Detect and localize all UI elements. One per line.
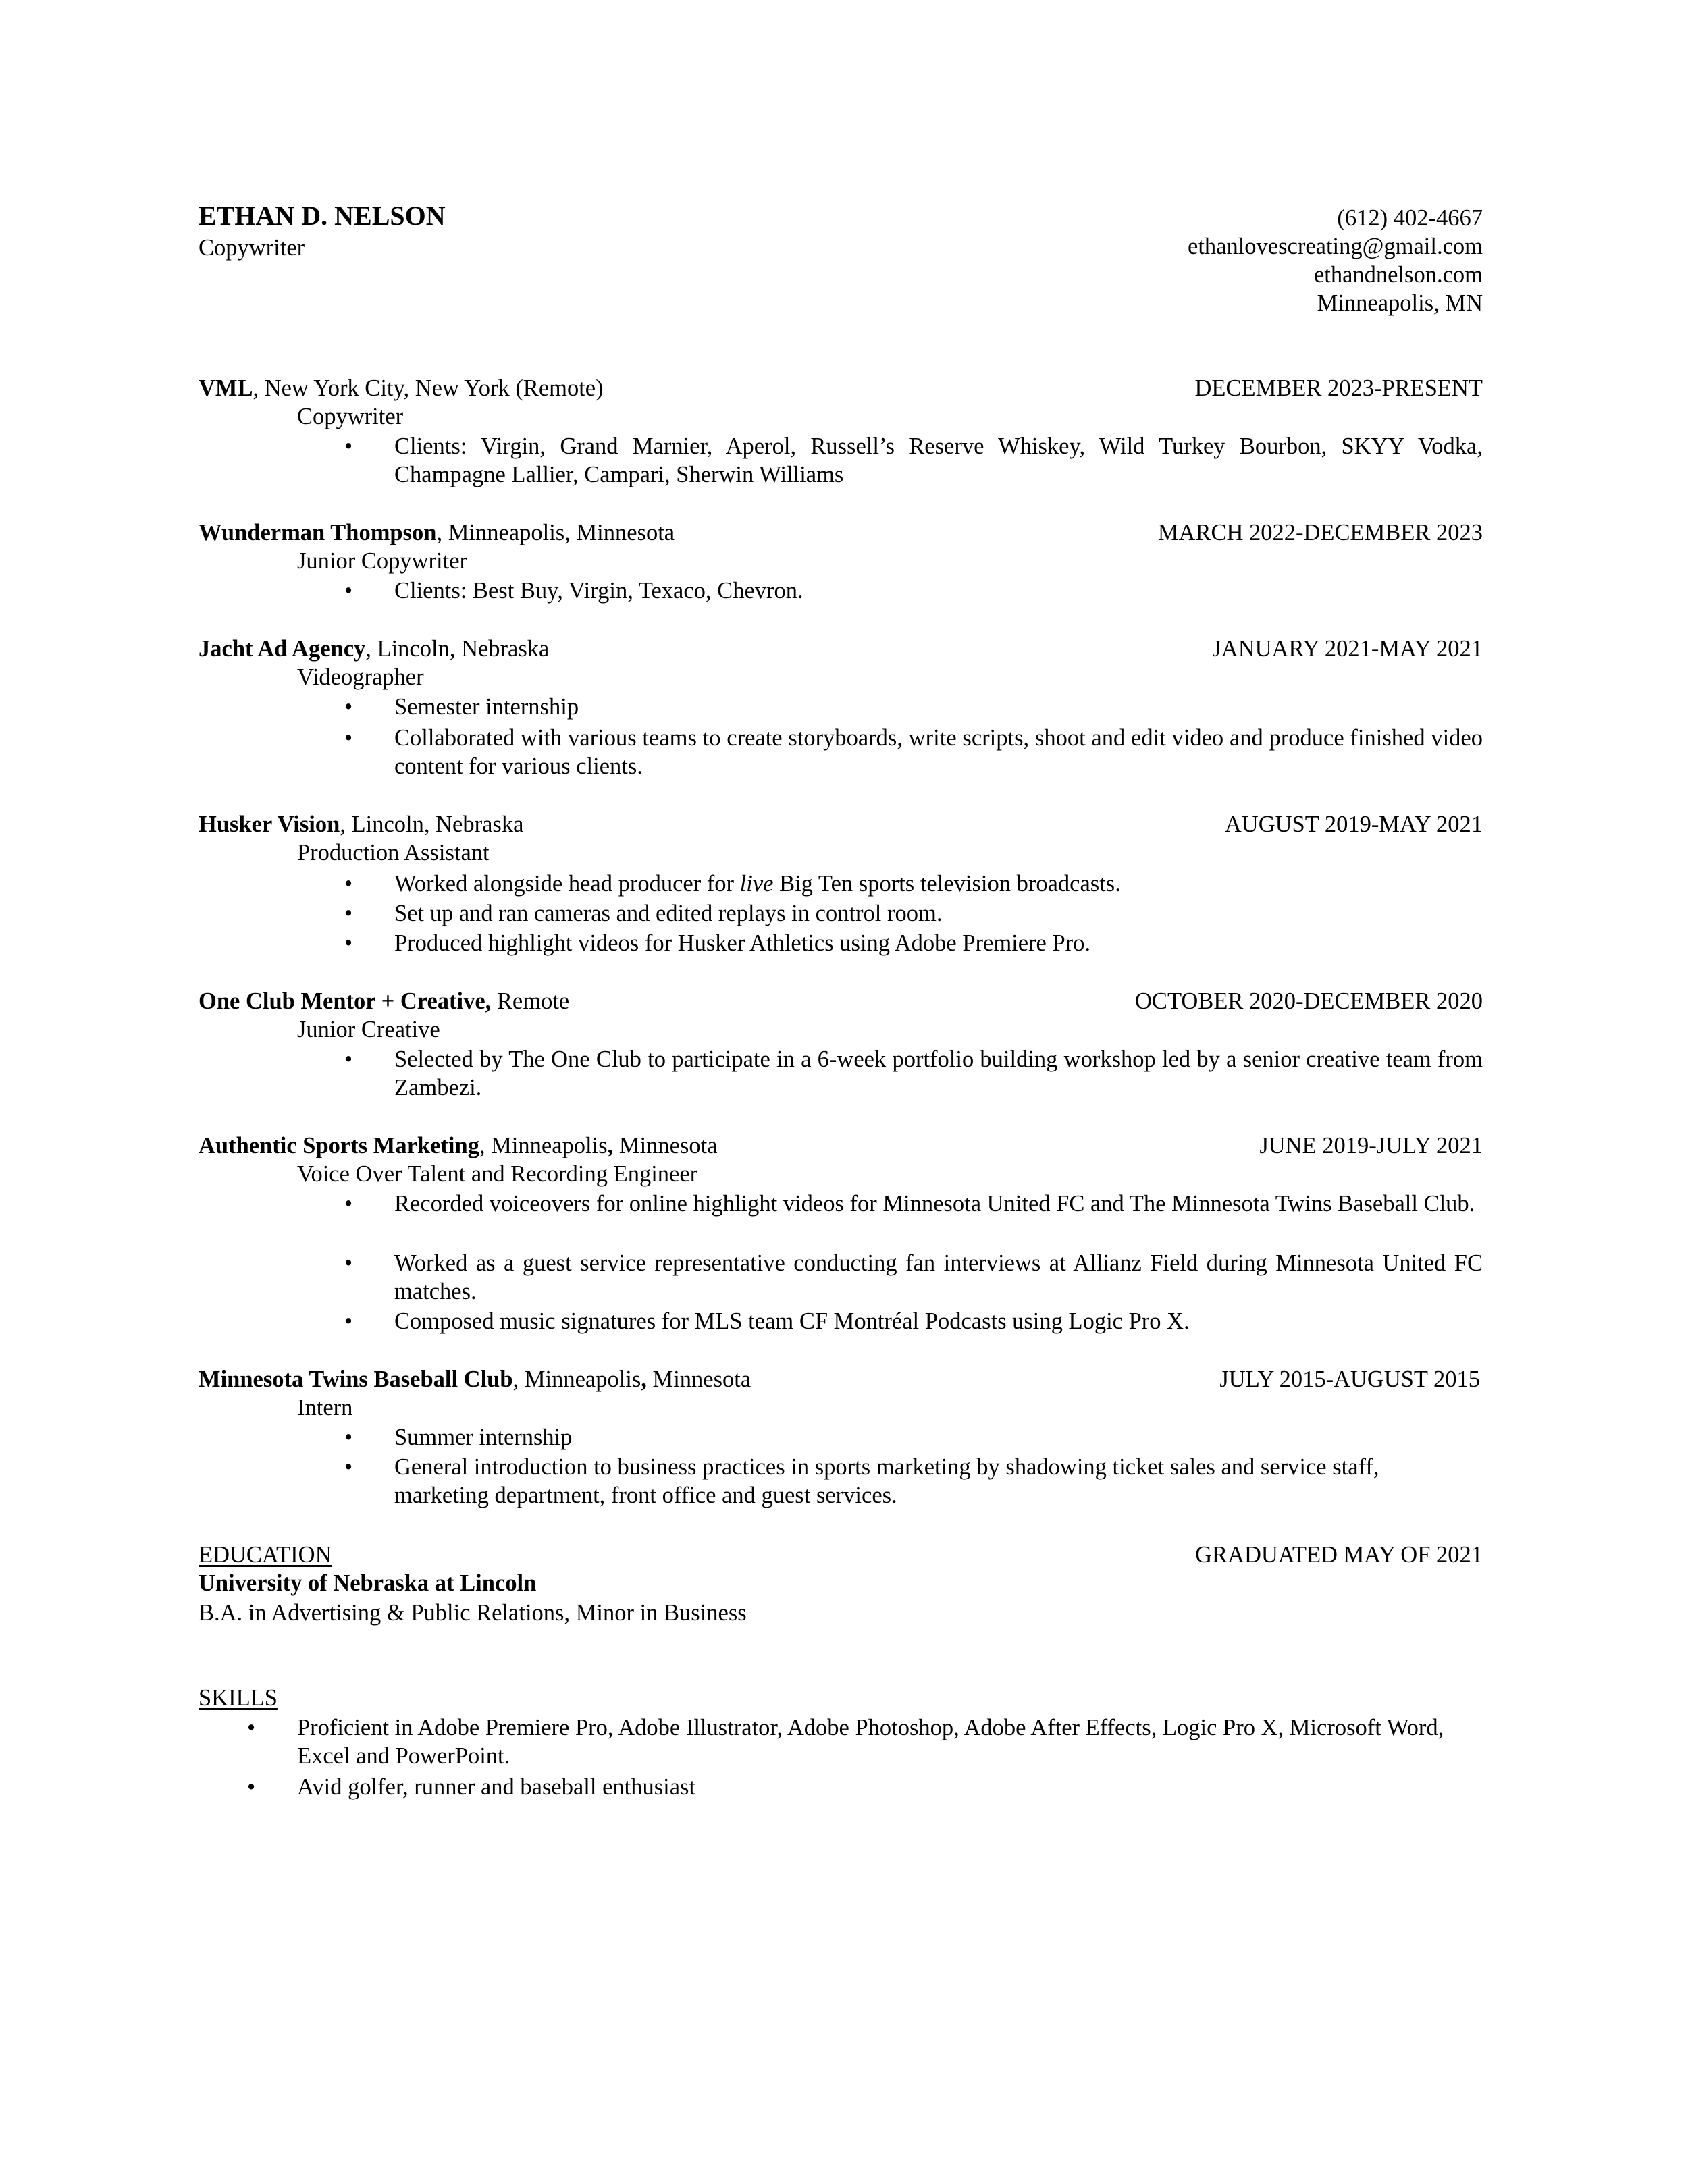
job-location-comma: , [607,1133,614,1158]
education-heading: EDUCATION [199,1542,332,1568]
education-school: University of Nebraska at Lincoln [199,1570,537,1596]
skills-bullet: Avid golfer, runner and baseball enthusiast [297,1774,696,1800]
job-bullet: Worked as a guest service representative conducting fan interviews at Allianz Field during Minnesota United FC matches. [394,1250,1483,1304]
job-location: Minnesota [646,1366,751,1392]
job-dates: DECEMBER 2023-PRESENT [1194,375,1483,401]
job-role: Copywriter [297,404,404,429]
job-location-comma: , [641,1366,647,1392]
bullet-marker: • [344,871,353,897]
job-location: Minnesota [613,1133,718,1158]
job-bullet: Summer internship [394,1424,573,1450]
education-dates: GRADUATED MAY OF 2021 [1195,1542,1483,1568]
skills-heading: SKILLS [199,1685,278,1711]
bullet-marker: • [344,1191,353,1217]
bullet-marker: • [344,1454,353,1480]
job-bullet [394,870,1483,898]
bullet-emphasis: live [739,871,774,897]
job-location: Remote [491,988,570,1014]
job-location: , Lincoln, Nebraska [340,811,524,837]
job-bullet: Clients: Best Buy, Virgin, Texaco, Chevron. [394,578,803,604]
bullet-marker: • [344,1250,353,1276]
job-role: Voice Over Talent and Recording Engineer [297,1161,698,1187]
job-bullet: Composed music signatures for MLS team CF Montréal Podcasts using Logic Pro X. [394,1308,1190,1334]
bullet-marker: • [344,1046,353,1072]
bullet-marker: • [344,1308,353,1334]
education-degree: B.A. in Advertising & Public Relations, Minor in Business [199,1600,747,1626]
candidate-title: Copywriter [199,235,305,261]
job-location: , Minneapolis [512,1366,641,1392]
job-company: Jacht Ad Agency [199,636,366,662]
job-heading [199,635,549,663]
job-dates: JANUARY 2021-MAY 2021 [1212,636,1483,662]
job-heading [199,1365,751,1393]
job-location: , Lincoln, Nebraska [365,636,550,662]
job-company: VML [199,375,253,401]
job-bullet: Produced highlight videos for Husker Athletics using Adobe Premiere Pro. [394,930,1091,956]
job-bullet: Selected by The One Club to participate in a 6-week portfolio building workshop led by a senior creative team from Zambezi. [394,1046,1483,1100]
job-company: Authentic Sports Marketing [199,1133,479,1158]
job-dates: JULY 2015-AUGUST 2015 [1219,1366,1480,1392]
job-company: Wunderman Thompson [199,520,437,545]
job-location: , New York City, New York (Remote) [253,375,604,401]
bullet-marker: • [344,901,353,926]
job-company: Husker Vision [199,811,340,837]
bullet-marker: • [344,578,353,604]
job-heading [199,518,675,547]
job-dates: AUGUST 2019-MAY 2021 [1224,811,1483,837]
contact-website: ethandnelson.com [1313,262,1483,288]
job-role: Production Assistant [297,840,490,865]
job-role: Intern [297,1395,353,1420]
bullet-marker: • [247,1774,256,1800]
candidate-name: ETHAN D. NELSON [199,201,446,231]
job-location: , Minneapolis, Minnesota [436,520,675,545]
job-location: , Minneapolis [479,1133,608,1158]
bullet-marker: • [344,725,353,751]
bullet-marker: • [344,694,353,720]
job-heading [199,987,569,1015]
job-role: Junior Creative [297,1017,440,1042]
job-bullet: Semester internship [394,694,579,720]
job-role: Junior Copywriter [297,548,468,574]
job-bullet: Recorded voiceovers for online highlight videos for Minnesota United FC and The Minnesota Twins Baseball Club. [394,1191,1475,1217]
bullet-marker: • [344,930,353,956]
job-heading [199,1131,718,1160]
job-bullet: General introduction to business practices in sports marketing by shadowing ticket sales and service staff, marketing department, front office and guest services. [394,1454,1379,1508]
job-dates: JUNE 2019-JULY 2021 [1259,1133,1483,1158]
job-dates: MARCH 2022-DECEMBER 2023 [1157,520,1483,545]
bullet-marker: • [247,1715,256,1740]
job-company: One Club Mentor + Creative, [199,988,492,1014]
job-bullet: Clients: Virgin, Grand Marnier, Aperol, Russell’s Reserve Whiskey, Wild Turkey Bourbon, SKYY Vodka, Champagne Lallier, Campari, Sherwin Williams [394,433,1483,487]
job-bullet: Collaborated with various teams to create storyboards, write scripts, shoot and edit video and produce finished video content for various clients. [394,725,1483,779]
contact-email: ethanlovescreating@gmail.com [1188,234,1483,259]
job-heading [199,374,604,402]
job-dates: OCTOBER 2020-DECEMBER 2020 [1135,988,1483,1014]
job-bullet: Set up and ran cameras and edited replays in control room. [394,901,943,926]
contact-phone: (612) 402-4667 [1337,205,1483,231]
skills-bullet: Proficient in Adobe Premiere Pro, Adobe Illustrator, Adobe Photoshop, Adobe After Effects, Logic Pro X, Microsoft Word, Excel and PowerPoint. [297,1715,1444,1769]
job-heading [199,810,523,838]
bullet-marker: • [344,433,353,459]
bullet-text-part: Big Ten sports television broadcasts. [773,871,1121,897]
job-company: Minnesota Twins Baseball Club [199,1366,513,1392]
contact-location: Minneapolis, MN [1317,290,1483,316]
bullet-marker: • [344,1424,353,1450]
bullet-text-part: Worked alongside head producer for [394,871,740,897]
job-role: Videographer [297,664,424,690]
